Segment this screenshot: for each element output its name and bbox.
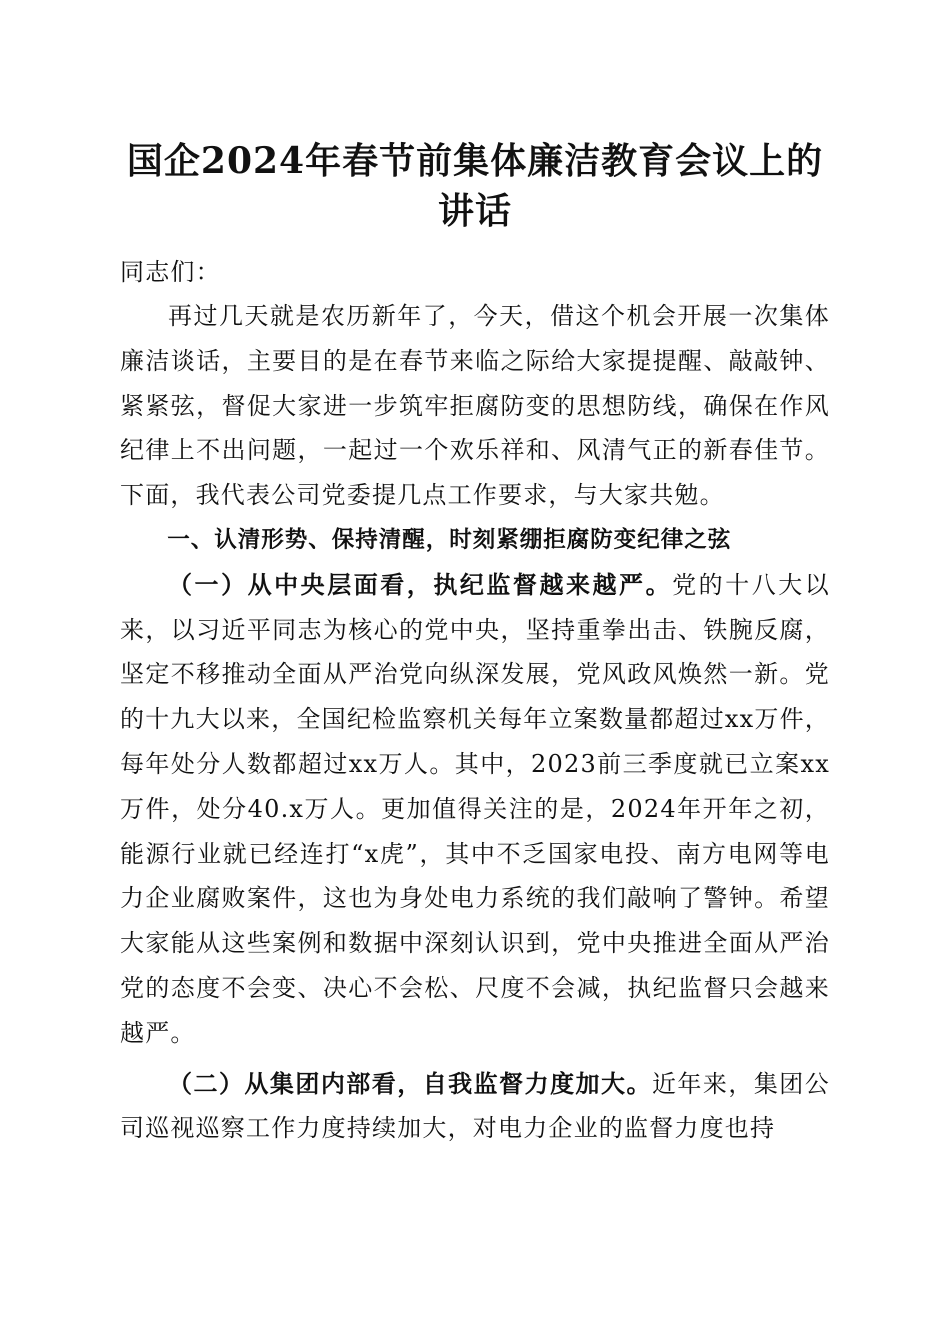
salutation: 同志们： xyxy=(120,258,221,286)
subsection-lead-2: （二）从集团内部看，自我监督力度加大。 xyxy=(168,1068,652,1098)
subsection-body-2: 近年来，集团公司巡视巡察工作力度持续加大，对电力企业的监督力度也持 xyxy=(120,1069,830,1143)
subsection-lead-1: （一）从中央层面看，执纪监督越来越严。 xyxy=(168,569,673,599)
subsection-paragraph-2 xyxy=(120,1062,830,1152)
document-title: 国企2024年春节前集体廉洁教育会议上的讲话 xyxy=(126,140,824,232)
subsection-paragraph-1 xyxy=(120,563,830,1056)
intro-paragraph: 再过几天就是农历新年了，今天，借这个机会开展一次集体廉洁谈话，主要目的是在春节来临之际给大家提提醒、敲敲钟、紧紧弦，督促大家进一步筑牢拒腐防变的思想防线，确保在作风纪律上不出问题，一起过一个欢乐祥和、风清气正的新春佳节。下面，我代表公司党委提几点工作要求，与大家共勉。 xyxy=(120,302,830,510)
subsection-body-1: 党的十八大以来，以习近平同志为核心的党中央，坚持重拳出击、铁腕反腐，坚定不移推动全面从严治党向纵深发展，党风政风焕然一新。党的十九大以来，全国纪检监察机关每年立案数量都超过xx万件，每年处分人数都超过xx万人。其中，2023前三季度就已立案xx万件，处分40.x万人。更加值得关注的是，2024年开年之初，能源行业就已经连打“x虎”，其中不乏国家电投、南方电网等电力企业腐败案件，这也为身处电力系统的我们敲响了警钟。希望大家能从这些案例和数据中深刻认识到，党中央推进全面从严治党的态度不会变、决心不会松、尺度不会减，执纪监督只会越来越严。 xyxy=(120,570,830,1047)
document-body xyxy=(120,250,830,1151)
section-heading-1: 一、认清形势、保持清醒，时刻紧绷拒腐防变纪律之弦 xyxy=(167,526,732,553)
